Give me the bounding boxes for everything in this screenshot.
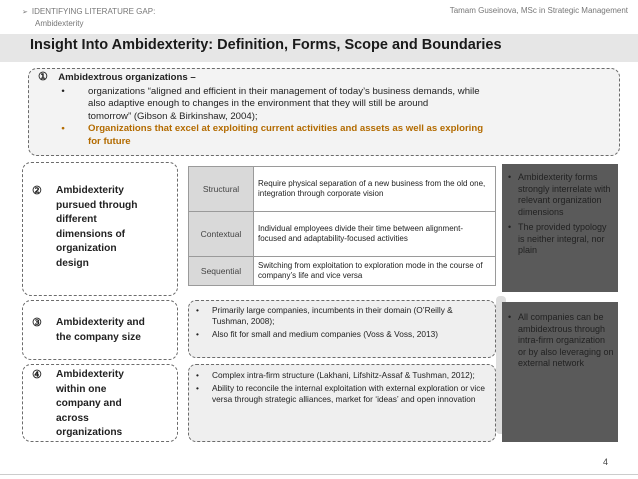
number-4-icon: ④ <box>32 369 42 381</box>
section-line1: IDENTIFYING LITERATURE GAP: <box>31 7 156 16</box>
dimension-label: Structural <box>189 167 254 212</box>
design-line: dimensions of <box>56 228 126 240</box>
definition-b2-l1: Organizations that excel at exploiting current activities and assets as well as exploring <box>88 123 484 134</box>
definition-heading: Ambidextrous organizations – <box>58 72 196 83</box>
number-3-icon: ③ <box>32 317 42 329</box>
scope-bullet: Complex intra-firm structure (Lakhani, Lifshitz-Assaf & Tushman, 2012); <box>212 370 475 380</box>
scope-line: across <box>56 412 89 424</box>
design-line: organization <box>56 243 117 254</box>
dimension-label: Sequential <box>189 257 254 286</box>
design-dimensions-label <box>32 184 138 271</box>
definition-b1-l3: tomorrow” (Gibson & Birkinshaw, 2004); <box>88 110 258 122</box>
scope-line: company and <box>56 398 122 409</box>
scope-line: organizations <box>56 427 123 438</box>
arrow-bullet-icon: ➢ <box>22 9 28 16</box>
bullet-icon: • <box>196 329 199 339</box>
definition-content <box>38 71 618 148</box>
bullet-icon: • <box>61 123 65 134</box>
design-line: design <box>56 257 89 269</box>
insight-top-b2: The provided typology is neither integral, nor plain <box>518 222 607 255</box>
company-size-label <box>32 316 145 345</box>
size-bullet: Primarily large companies, incumbents in their domain (O’Reilly & Tushman, 2008); <box>212 305 453 326</box>
scope-line: within one <box>56 383 107 395</box>
page-number: 4 <box>602 457 608 467</box>
dimension-desc: Individual employees divide their time between alignment-focused and adaptability-focused activities <box>254 212 496 257</box>
table-row <box>189 212 496 257</box>
dimensions-table <box>188 166 496 286</box>
scope-line: Ambidexterity <box>56 369 124 380</box>
page-title: Insight Into Ambidexterity: Definition, Forms, Scope and Boundaries <box>30 37 502 53</box>
design-line: Ambidexterity <box>56 185 124 196</box>
size-line: the company size <box>56 331 141 343</box>
bullet-icon: • <box>508 312 512 322</box>
author-label: Tamam Guseinova, MSc in Strategic Management <box>449 6 628 15</box>
bullet-icon: • <box>508 172 512 182</box>
table-row <box>189 167 496 212</box>
size-bullet: Also fit for small and medium companies (Voss & Voss, 2013) <box>212 329 438 339</box>
dimension-desc: Require physical separation of a new business from the old one, integration through corporate vision <box>254 167 496 212</box>
definition-b1-l1: organizations “aligned and efficient in their management of today’s business demands, while <box>88 85 480 97</box>
scope-bullets <box>196 370 490 407</box>
insight-top-text <box>508 172 614 261</box>
size-line: Ambidexterity and <box>56 317 145 328</box>
bullet-icon: • <box>196 370 199 380</box>
definition-b1-l2: also adaptive enough to changes in the environment that they will still be around <box>88 98 429 109</box>
design-line: different <box>56 214 97 225</box>
section-header <box>22 6 155 29</box>
scope-bullet: Ability to reconcile the internal exploitation with external exploration or vice versa through strategic alliances, market for ‘ideas’ and open innovation <box>212 383 486 404</box>
design-line: pursued through <box>56 199 138 211</box>
insight-bottom-text <box>508 312 614 374</box>
bullet-icon: • <box>196 383 199 393</box>
section-line2: Ambidexterity <box>35 19 84 28</box>
insight-top-b1: Ambidexterity forms strongly interrelate with relevant organization dimensions <box>518 172 611 217</box>
footer-divider <box>0 474 638 475</box>
dimension-label: Contextual <box>189 212 254 257</box>
definition-b2-l2: for future <box>88 135 131 147</box>
insight-bottom-b1: All companies can be ambidextrous through intra-firm organization or by also leveraging on external network <box>518 312 614 368</box>
company-size-bullets <box>196 305 490 342</box>
dimension-desc: Switching from exploitation to exploration mode in the course of company’s life and vice versa <box>254 257 496 286</box>
bullet-icon: • <box>508 222 512 232</box>
table-row <box>189 257 496 286</box>
bullet-icon: • <box>196 305 199 315</box>
number-2-icon: ② <box>32 185 42 197</box>
bullet-icon: • <box>61 85 65 97</box>
scope-label <box>32 368 124 441</box>
number-1-icon: ① <box>38 71 48 83</box>
